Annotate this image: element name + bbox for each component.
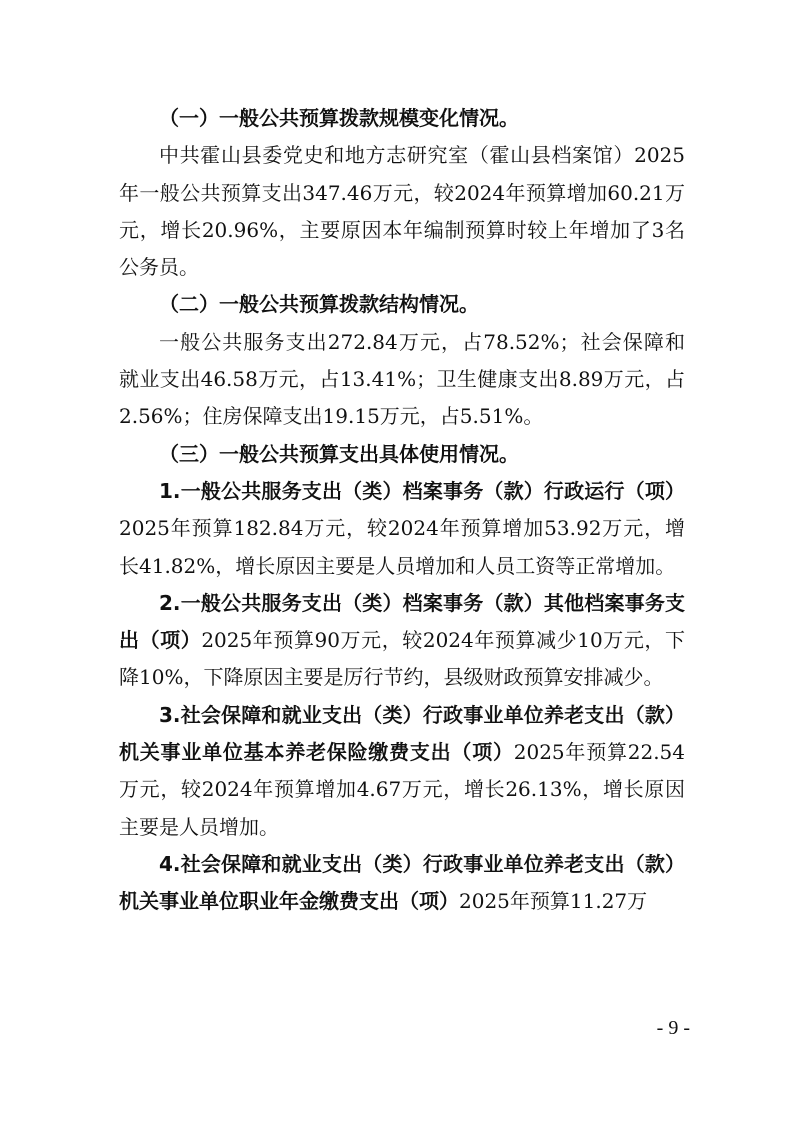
item-3-title: 3.社会保障和就业支出（类）行政事业单位养老支出（款）机关事业单位基本养老保险缴费支出（项） bbox=[119, 702, 685, 765]
page-number: - 9 - bbox=[656, 1017, 690, 1039]
item-1 bbox=[119, 473, 685, 585]
item-2-title: 2.一般公共服务支出（类）档案事务（款）其他档案事务支出（项） bbox=[119, 590, 685, 653]
item-4 bbox=[119, 846, 685, 921]
body-text bbox=[119, 100, 685, 921]
paragraph-1: 中共霍山县委党史和地方志研究室（霍山县档案馆）2025年一般公共预算支出347.46万元，较2024年预算增加60.21万元，增长20.96%，主要原因本年编制预算时较上年增加了3名公务员。 bbox=[119, 143, 685, 280]
item-4-text: 2025年预算11.27万 bbox=[459, 889, 648, 914]
section-heading-3: （三）一般公共预算支出具体使用情况。 bbox=[159, 441, 519, 466]
item-4-title: 4.社会保障和就业支出（类）行政事业单位养老支出（款）机关事业单位职业年金缴费支出（项） bbox=[119, 851, 685, 914]
item-3 bbox=[119, 697, 685, 846]
item-2 bbox=[119, 585, 685, 697]
section-heading-2: （二）一般公共预算拨款结构情况。 bbox=[159, 292, 479, 317]
item-2-text: 2025年预算90万元，较2024年预算减少10万元，下降10%，下降原因主要是厉行节约，县级财政预算安排减少。 bbox=[119, 628, 685, 690]
item-1-title: 1.一般公共服务支出（类）档案事务（款）行政运行（项） bbox=[159, 478, 685, 503]
item-1-text: 2025年预算182.84万元，较2024年预算增加53.92万元，增长41.82%，增长原因主要是人员增加和人员工资等正常增加。 bbox=[119, 516, 685, 578]
item-3-text: 2025年预算22.54万元，较2024年预算增加4.67万元，增长26.13%，增长原因主要是人员增加。 bbox=[119, 740, 686, 839]
section-heading-1: （一）一般公共预算拨款规模变化情况。 bbox=[159, 106, 519, 130]
paragraph-2: 一般公共服务支出272.84万元，占78.52%；社会保障和就业支出46.58万元，占13.41%；卫生健康支出8.89万元，占2.56%；住房保障支出19.15万元，占5.51%。 bbox=[119, 329, 685, 429]
